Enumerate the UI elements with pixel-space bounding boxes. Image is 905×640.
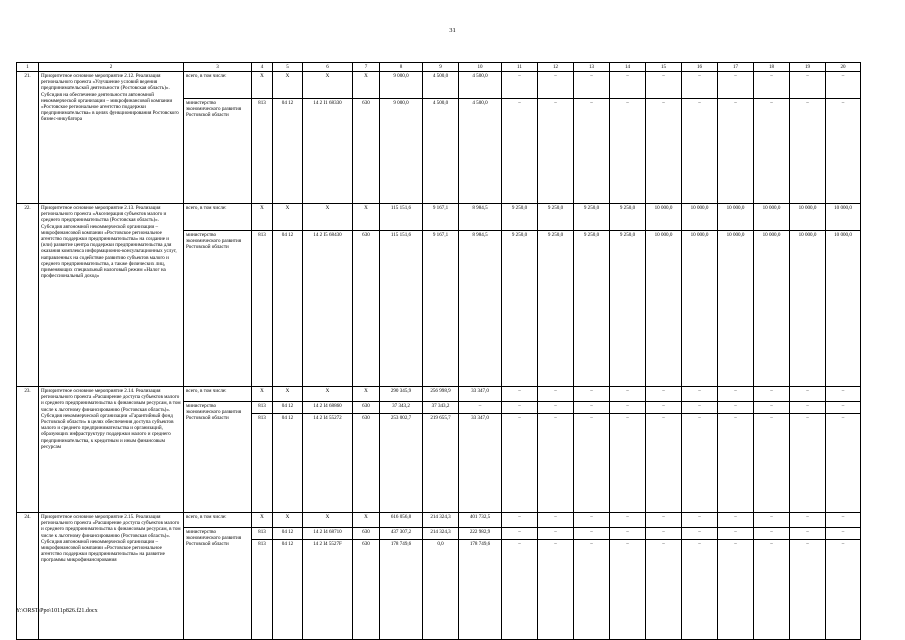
value-cell: – (826, 540, 861, 640)
value-cell: – (574, 414, 610, 513)
header-col-14: 14 (610, 63, 646, 72)
total-cell: – (538, 513, 574, 528)
value-cell: – (790, 414, 826, 513)
total-cell: – (574, 72, 610, 99)
value-cell: – (502, 414, 538, 513)
total-cell: – (538, 72, 574, 99)
total-cell: 10 000,0 (790, 204, 826, 231)
total-cell: – (574, 513, 610, 528)
value-cell: – (538, 402, 574, 414)
total-cell: – (610, 72, 646, 99)
total-cell: X (353, 204, 380, 231)
value-cell: 630 (353, 414, 380, 513)
value-cell: 14 2 I4 68860 (303, 402, 353, 414)
total-cell: X (252, 513, 273, 528)
total-cell: X (273, 513, 303, 528)
header-col-10: 10 (459, 63, 502, 72)
value-cell: 222 982,9 (459, 528, 502, 540)
value-cell: – (682, 540, 718, 640)
value-cell: 04 12 (273, 99, 303, 204)
value-cell: 04 12 (273, 414, 303, 513)
value-cell: 9 167,1 (423, 231, 459, 387)
value-cell: – (718, 414, 754, 513)
total-label: всего, в том числе: (184, 204, 252, 231)
total-cell: – (754, 387, 790, 402)
value-cell: – (718, 540, 754, 640)
header-col-8: 8 (380, 63, 423, 72)
header-col-7: 7 (353, 63, 380, 72)
value-cell: 813 (252, 414, 273, 513)
value-cell: 4 500,0 (423, 99, 459, 204)
total-cell: – (682, 387, 718, 402)
executor-label: министерство экономического развития Ростовской области (184, 402, 252, 513)
header-col-1: 1 (17, 63, 39, 72)
table-row (17, 387, 861, 402)
total-cell: – (502, 72, 538, 99)
header-col-9: 9 (423, 63, 459, 72)
value-cell: 10 000,0 (790, 231, 826, 387)
value-cell: – (646, 540, 682, 640)
value-cell: – (538, 540, 574, 640)
header-col-3: 3 (184, 63, 252, 72)
value-cell: 9 250,0 (502, 231, 538, 387)
value-cell: – (718, 528, 754, 540)
value-cell: – (538, 414, 574, 513)
value-cell: – (538, 528, 574, 540)
value-cell: 178 749,6 (380, 540, 423, 640)
value-cell: 214 324,3 (423, 528, 459, 540)
header-col-16: 16 (682, 63, 718, 72)
row-number: 22. (17, 204, 39, 387)
value-cell: 9 000,0 (380, 99, 423, 204)
value-cell: – (682, 402, 718, 414)
value-cell: – (610, 414, 646, 513)
value-cell: 813 (252, 231, 273, 387)
header-col-5: 5 (273, 63, 303, 72)
value-cell: – (826, 99, 861, 204)
total-cell: X (252, 72, 273, 99)
total-cell: – (718, 387, 754, 402)
header-col-15: 15 (646, 63, 682, 72)
total-cell: 10 000,0 (826, 204, 861, 231)
value-cell: 04 12 (273, 231, 303, 387)
total-cell: X (303, 204, 353, 231)
table-row (17, 72, 861, 99)
value-cell: 8 984,5 (459, 231, 502, 387)
total-cell: 4 500,0 (459, 72, 502, 99)
budget-table (16, 62, 861, 640)
header-col-4: 4 (252, 63, 273, 72)
total-cell: – (646, 72, 682, 99)
total-cell: 290 345,9 (380, 387, 423, 402)
header-col-12: 12 (538, 63, 574, 72)
total-cell: 401 732,5 (459, 513, 502, 528)
value-cell: 04 12 (273, 540, 303, 640)
total-cell: 10 000,0 (754, 204, 790, 231)
executor-label: министерство экономического развития Ростовской области (184, 99, 252, 204)
value-cell: – (610, 540, 646, 640)
value-cell: – (574, 540, 610, 640)
value-cell: – (502, 402, 538, 414)
total-cell: 9 250,0 (502, 204, 538, 231)
total-cell: – (754, 513, 790, 528)
value-cell: – (682, 414, 718, 513)
value-cell: 630 (353, 99, 380, 204)
table-row (17, 513, 861, 528)
measure-description: Приоритетное основное мероприятие 2.13. Реализация регионального проекта «Акселерация субъектов малого и среднего предпринимательства (Ростовская область)». Субсидия автономной некоммерческой организации – микрофинансовой компании «Ростовское региональное агентство поддержки предпринимательства» на создание и (или) развитие центра поддержки предпринимательства для оказания комплекса информационно-консультационных услуг, направленных на содействие развитию субъектов малого и среднего предпринимательства, а также физических лиц, применяющих специальный налоговый режим «Налог на профессиональный доход» (39, 204, 184, 387)
header-col-17: 17 (718, 63, 754, 72)
total-cell: X (303, 72, 353, 99)
value-cell: – (538, 99, 574, 204)
value-cell: 219 655,7 (423, 414, 459, 513)
value-cell: 630 (353, 231, 380, 387)
header-col-18: 18 (754, 63, 790, 72)
total-cell: – (646, 513, 682, 528)
total-cell: X (303, 513, 353, 528)
measure-description: Приоритетное основное мероприятие 2.14. Реализация регионального проекта «Расширение доступа субъектов малого и среднего предпринимательства к финансовым ресурсам, в том числе к льготному финансированию (Ростовская область)». Субсидия некоммерческой организации «Гарантийный фонд Ростовской области» в целях обеспечения доступа субъектов малого и среднего предпринимательства и организаций, образующих инфраструктуру поддержки малого и среднего предпринимательства, к кредитным и иным финансовым ресурсам (39, 387, 184, 513)
total-cell: 9 167,1 (423, 204, 459, 231)
value-cell: 813 (252, 402, 273, 414)
value-cell: 630 (353, 540, 380, 640)
value-cell: – (718, 99, 754, 204)
total-cell: 256 998,9 (423, 387, 459, 402)
value-cell: – (646, 528, 682, 540)
total-cell: – (826, 513, 861, 528)
value-cell: – (754, 528, 790, 540)
measure-description: Приоритетное основное мероприятие 2.12. Реализация регионального проекта «Улучшение условий ведения предпринимательской деятельности (Ростовская область)». Субсидия на обеспечение деятельности автономной некоммерческой организации – микрофинансовой компании «Ростовское региональное агентство поддержки предпринимательства» в целях функционирования Ростовского бизнес-инкубатора (39, 72, 184, 204)
total-cell: X (353, 387, 380, 402)
value-cell: 9 250,0 (610, 231, 646, 387)
header-col-6: 6 (303, 63, 353, 72)
value-cell: – (754, 414, 790, 513)
value-cell: 0,0 (423, 540, 459, 640)
total-cell: – (538, 387, 574, 402)
value-cell: – (790, 540, 826, 640)
total-label: всего, в том числе: (184, 513, 252, 528)
total-cell: – (790, 513, 826, 528)
value-cell: – (574, 528, 610, 540)
value-cell: – (826, 528, 861, 540)
total-cell: 10 000,0 (646, 204, 682, 231)
total-cell: – (790, 387, 826, 402)
value-cell: 178 749,6 (459, 540, 502, 640)
value-cell: 10 000,0 (682, 231, 718, 387)
row-number: 24. (17, 513, 39, 640)
value-cell: – (790, 402, 826, 414)
value-cell: – (682, 528, 718, 540)
total-cell: – (718, 72, 754, 99)
total-cell: X (353, 72, 380, 99)
value-cell: – (610, 528, 646, 540)
total-cell: 9 000,0 (380, 72, 423, 99)
value-cell: – (502, 540, 538, 640)
value-cell: 4 500,0 (459, 99, 502, 204)
value-cell: – (826, 414, 861, 513)
value-cell: – (718, 402, 754, 414)
header-col-20: 20 (826, 63, 861, 72)
value-cell: – (754, 540, 790, 640)
total-cell: 33 347,0 (459, 387, 502, 402)
total-cell: – (502, 387, 538, 402)
total-cell: X (273, 387, 303, 402)
header-col-2: 2 (39, 63, 184, 72)
total-cell: 10 000,0 (718, 204, 754, 231)
row-number: 23. (17, 387, 39, 513)
value-cell: 14 2 I5 68430 (303, 231, 353, 387)
total-cell: X (353, 513, 380, 528)
value-cell: 04 12 (273, 402, 303, 414)
total-cell: – (610, 513, 646, 528)
total-cell: 9 250,0 (538, 204, 574, 231)
value-cell: – (682, 99, 718, 204)
value-cell: – (646, 402, 682, 414)
value-cell: 813 (252, 99, 273, 204)
total-cell: – (826, 72, 861, 99)
value-cell: 813 (252, 540, 273, 640)
measure-description: Приоритетное основное мероприятие 2.15. Реализация регионального проекта «Расширение доступа субъектов малого и среднего предпринимательства к финансовым ресурсам, в том числе к льготному финансированию (Ростовская область)». Субсидия автономной некоммерческой организации – микрофинансовой компании «Ростовское региональное агентство поддержки предпринимательства» на развитие программы микрофинансирования (39, 513, 184, 640)
value-cell: 630 (353, 528, 380, 540)
value-cell: 9 250,0 (538, 231, 574, 387)
value-cell: 253 002,7 (380, 414, 423, 513)
value-cell: 33 347,0 (459, 414, 502, 513)
value-cell: 10 000,0 (646, 231, 682, 387)
value-cell: – (790, 528, 826, 540)
total-cell: 616 056,8 (380, 513, 423, 528)
total-label: всего, в том числе: (184, 387, 252, 402)
total-cell: X (252, 387, 273, 402)
value-cell: – (459, 402, 502, 414)
header-col-13: 13 (574, 63, 610, 72)
total-cell: – (646, 387, 682, 402)
value-cell: 630 (353, 402, 380, 414)
value-cell: – (610, 402, 646, 414)
value-cell: 10 000,0 (826, 231, 861, 387)
value-cell: 10 000,0 (718, 231, 754, 387)
value-cell: 14 2 I4 55272 (303, 414, 353, 513)
value-cell: – (646, 99, 682, 204)
value-cell: – (502, 99, 538, 204)
total-cell: X (303, 387, 353, 402)
total-cell: X (273, 204, 303, 231)
total-label: всего, в том числе: (184, 72, 252, 99)
total-cell: 9 250,0 (610, 204, 646, 231)
row-number: 21. (17, 72, 39, 204)
total-cell: – (682, 513, 718, 528)
value-cell: – (646, 414, 682, 513)
value-cell: 10 000,0 (754, 231, 790, 387)
total-cell: 9 250,0 (574, 204, 610, 231)
page-number: 31 (449, 27, 456, 34)
executor-label: министерство экономического развития Ростовской области (184, 528, 252, 640)
total-cell: – (718, 513, 754, 528)
value-cell: – (790, 99, 826, 204)
header-col-11: 11 (502, 63, 538, 72)
value-cell: – (502, 528, 538, 540)
value-cell: – (610, 99, 646, 204)
total-cell: 214 324,3 (423, 513, 459, 528)
value-cell: 37 343,2 (380, 402, 423, 414)
value-cell: 437 307,2 (380, 528, 423, 540)
total-cell: X (273, 72, 303, 99)
value-cell: 14 2 I4 5527F (303, 540, 353, 640)
total-cell: 10 000,0 (682, 204, 718, 231)
value-cell: 14 2 I1 68330 (303, 99, 353, 204)
total-cell: – (754, 72, 790, 99)
value-cell: 14 2 I4 68710 (303, 528, 353, 540)
total-cell: 4 500,0 (423, 72, 459, 99)
value-cell: – (754, 402, 790, 414)
total-cell: – (574, 387, 610, 402)
header-row (17, 63, 861, 72)
total-cell: – (682, 72, 718, 99)
value-cell: 04 12 (273, 528, 303, 540)
total-cell: – (502, 513, 538, 528)
value-cell: – (574, 402, 610, 414)
value-cell: – (574, 99, 610, 204)
total-cell: X (252, 204, 273, 231)
total-cell: – (826, 387, 861, 402)
value-cell: 115 151,6 (380, 231, 423, 387)
footer-file-path: Y:\ORST\Ppo\1011p826.f21.docx (16, 608, 98, 614)
header-col-19: 19 (790, 63, 826, 72)
total-cell: – (610, 387, 646, 402)
value-cell: 813 (252, 528, 273, 540)
value-cell: 9 250,0 (574, 231, 610, 387)
total-cell: – (790, 72, 826, 99)
total-cell: 115 151,6 (380, 204, 423, 231)
table-row (17, 204, 861, 231)
table-body (17, 63, 861, 640)
value-cell: – (826, 402, 861, 414)
total-cell: 8 984,5 (459, 204, 502, 231)
value-cell: 37 343,2 (423, 402, 459, 414)
executor-label: министерство экономического развития Ростовской области (184, 231, 252, 387)
value-cell: – (754, 99, 790, 204)
